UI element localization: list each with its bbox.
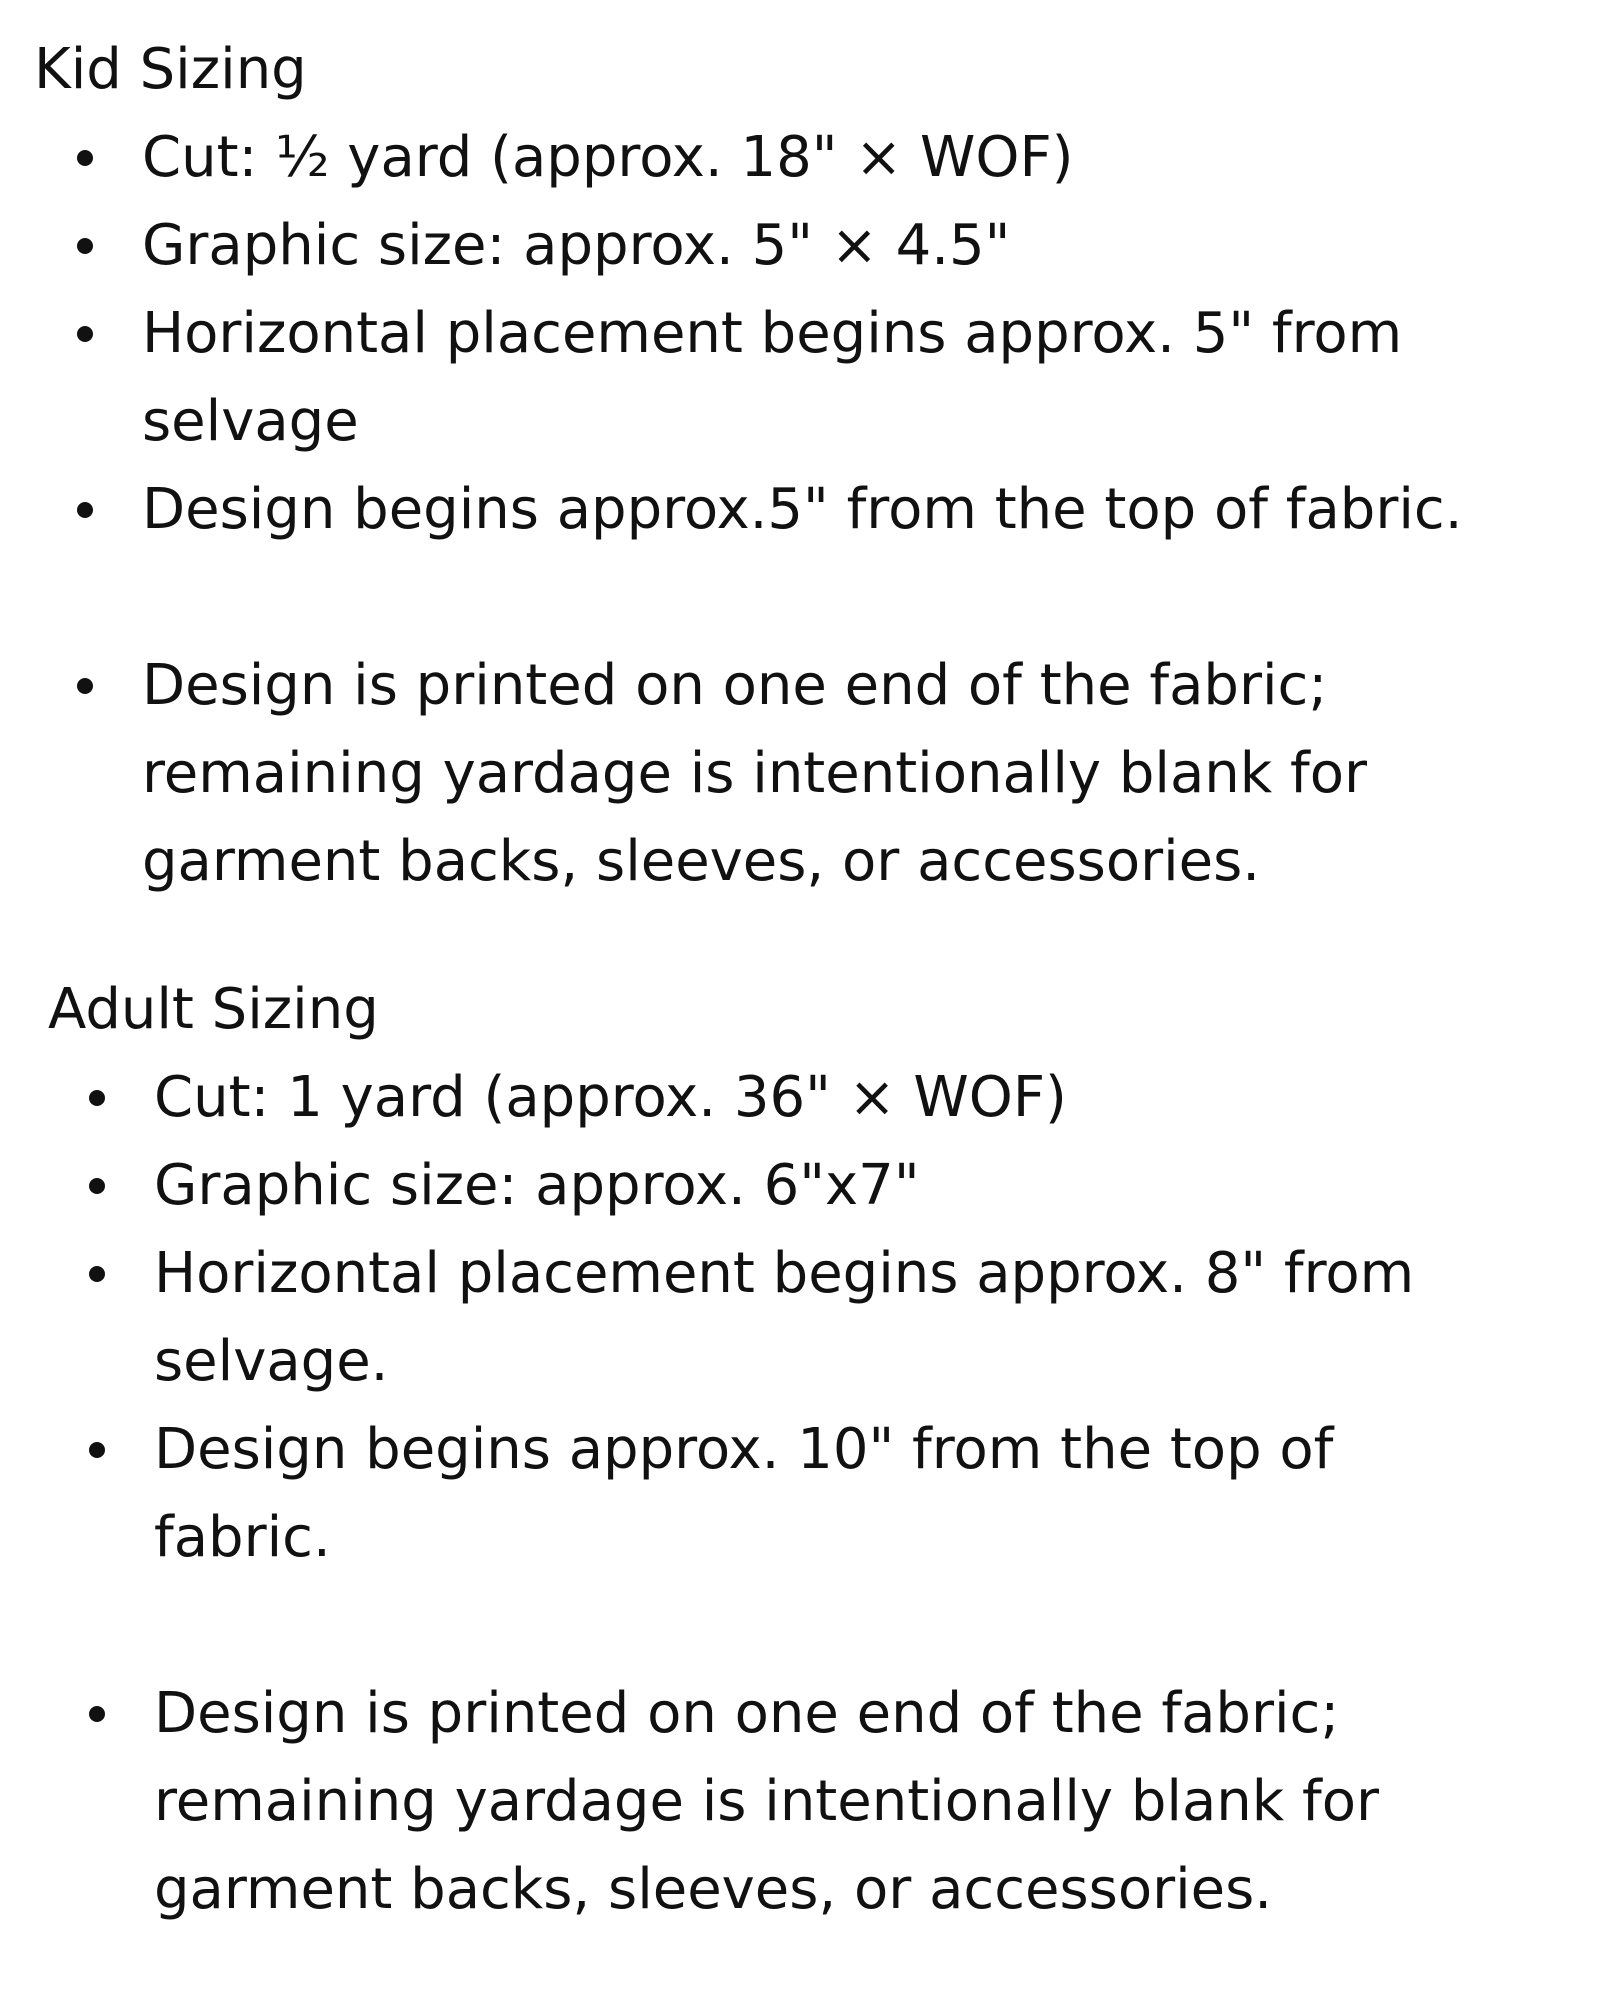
kid-graphic-size-item: Graphic size: approx. 5" × 4.5" (34, 202, 1574, 290)
kid-cut-item: Cut: ½ yard (approx. 18" × WOF) (34, 114, 1574, 202)
kid-design-start-item: Design begins approx.5" from the top of fabric. (34, 466, 1574, 554)
adult-print-note-item: Design is printed on one end of the fabric; remaining yardage is intentionally blank for garment backs, sleeves, or accessories. (46, 1670, 1526, 1934)
adult-cut-item: Cut: 1 yard (approx. 36" × WOF) (46, 1054, 1526, 1142)
adult-design-start-item: Design begins approx. 10" from the top of fabric. (46, 1406, 1526, 1582)
kid-horizontal-placement-item: Horizontal placement begins approx. 5" from selvage (34, 290, 1574, 466)
adult-sizing-list (46, 1054, 1526, 1934)
kid-print-note-item: Design is printed on one end of the fabric; remaining yardage is intentionally blank for garment backs, sleeves, or accessories. (34, 642, 1574, 906)
adult-sizing-heading: Adult Sizing (48, 977, 379, 1042)
adult-horizontal-placement-item: Horizontal placement begins approx. 8" from selvage. (46, 1230, 1526, 1406)
kid-sizing-heading: Kid Sizing (34, 37, 307, 102)
adult-graphic-size-item: Graphic size: approx. 6"x7" (46, 1142, 1526, 1230)
kid-sizing-list (34, 114, 1574, 906)
